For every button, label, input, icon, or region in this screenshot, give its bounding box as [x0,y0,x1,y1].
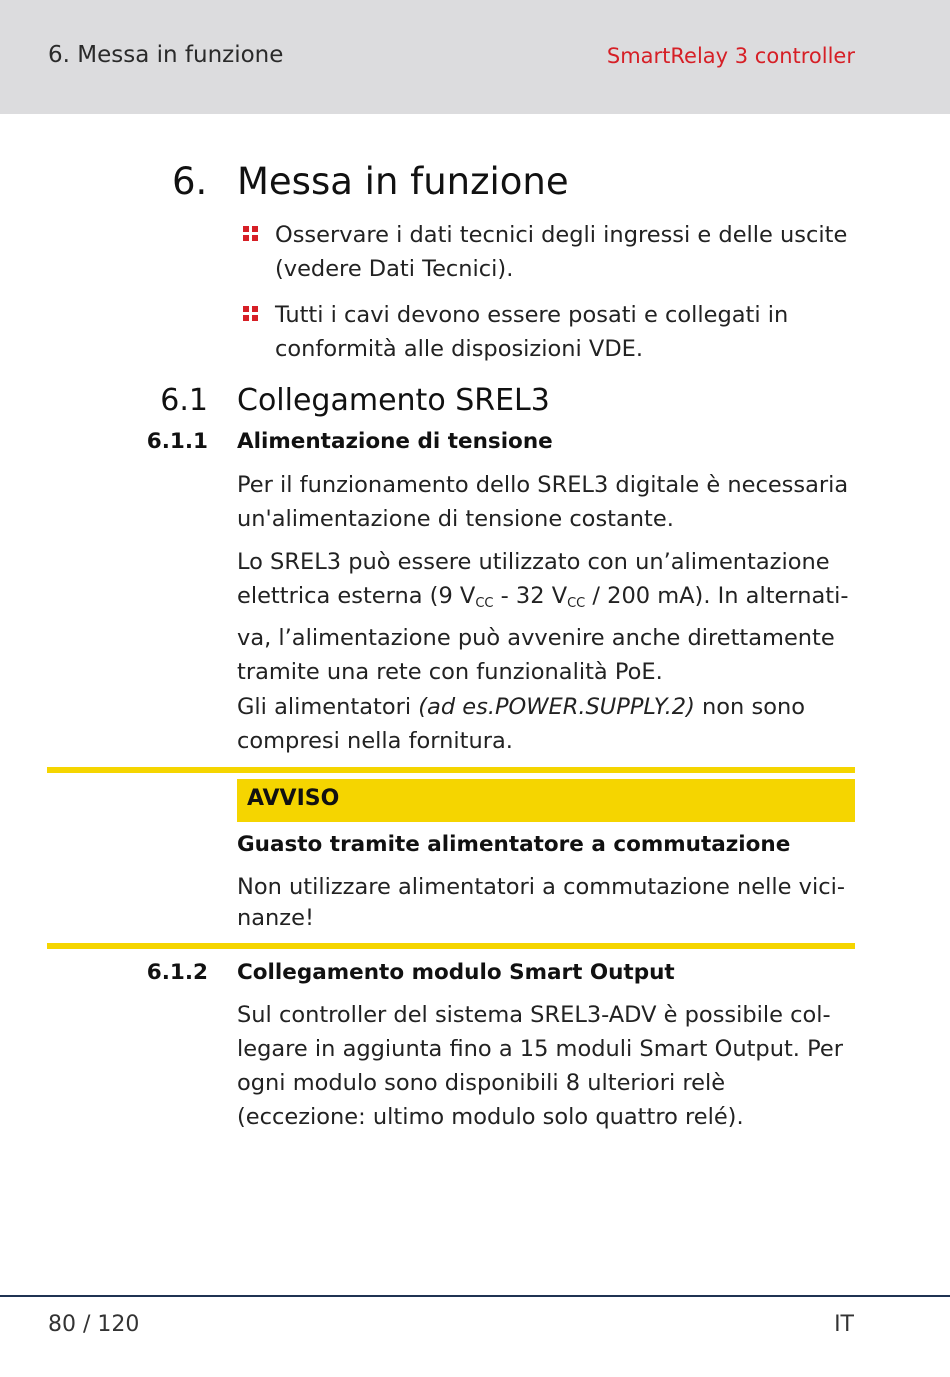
page-number: 80 / 120 [48,1312,140,1337]
paragraph: Per il funzionamento dello SREL3 digitale è necessaria un'alimentazione di tensione costante. [237,472,849,532]
notice-text: Non utilizzare alimentatori a commutazione nelle vici-nanze! [237,874,845,931]
subscript-cc: CC [567,596,586,611]
paragraph-text: Lo SREL3 può essere utilizzato con un’alimentazione elettrica esterna (9 V [237,549,830,609]
notice-top-rule [47,767,855,773]
subscript-cc: CC [475,596,494,611]
paragraph-text: Gli alimentatori [237,694,419,720]
header-product-name: SmartRelay 3 controller [606,44,855,68]
paragraph: Sul controller del sistema SREL3-ADV è possibile col-legare in aggiunta fino a 15 moduli Smart Output. Per ogni modulo sono disponibili 8 ulteriori relè (eccezione: ultimo modulo solo quattro relé). [237,1002,843,1130]
product-reference: (ad es.POWER.SUPPLY.2) [418,694,695,720]
paragraph-text: non sono compresi nella fornitura. [237,694,805,754]
bullet-text: Osservare i dati tecnici degli ingressi e delle uscite (vedere Dati Tecnici). [275,222,848,282]
section-title: Collegamento SREL3 [237,383,550,418]
notice-banner [237,779,855,822]
notice-label: AVVISO [247,786,340,811]
paragraph [237,690,857,758]
paragraph [237,545,857,689]
header-section-title: 6. Messa in funzione [48,42,284,68]
subsection-number: 6.1.2 [146,960,208,985]
page-header [0,0,950,114]
subsection-title: Collegamento modulo Smart Output [237,960,675,985]
notice-bottom-rule [47,943,855,949]
notice-title: Guasto tramite alimentatore a commutazione [237,832,791,857]
chapter-title: Messa in funzione [237,160,569,203]
subsection-number: 6.1.1 [146,429,208,454]
chapter-number: 6. [172,160,208,203]
bullet-text: Tutti i cavi devono essere posati e collegati in conformità alle disposizioni VDE. [275,302,789,362]
subsection-title: Alimentazione di tensione [237,429,553,454]
section-number: 6.1 [160,383,208,418]
bullet-square-icon [243,306,259,322]
language-code: IT [834,1312,854,1337]
footer-rule [0,1295,950,1297]
paragraph-text: / 200 mA). In alternati-va, l’alimentazione può avvenire anche direttamente tramite una rete con funzionalità PoE. [237,583,849,685]
paragraph-text: - 32 V [493,583,568,609]
bullet-square-icon [243,226,259,242]
